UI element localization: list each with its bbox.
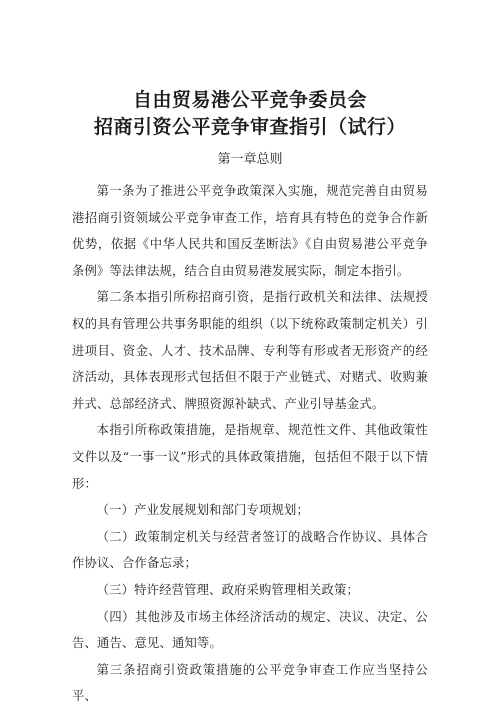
paragraph-item-1: （一）产业发展规划和部门专项规划； — [96, 503, 310, 518]
paragraph-item-2: （二）政策制定机关与经营者签订的战略合作协议、具体合作协议、合作备忘录； — [72, 529, 428, 571]
paragraph-item-4: （四）其他涉及市场主体经济活动的规定、决议、决定、公告、通告、意见、通知等。 — [72, 609, 428, 651]
paragraph-article-3: 第三条招商引资政策措施的公平竞争审查工作应当坚持公平、 — [72, 662, 428, 704]
chapter-heading: 第一章总则 — [217, 152, 283, 167]
document-title-line-2: 招商引资公平竞争审查指引（试行） — [93, 116, 406, 138]
document-title-line-1: 自由贸易港公平竞争委员会 — [132, 89, 367, 111]
paragraph-article-2: 第二条本指引所称招商引资，是指行政机关和法律、法规授权的具有管理公共事务职能的组织（以下统称政策制定机关）引进项目、资金、人才、技术品牌、专利等有形或者无形资产的经济活动，具体表现形式包括但不限于产业链式、对赌式、收购兼并式、总部经济式、牌照资源补缺式、产业引导基金式。 — [72, 290, 428, 411]
paragraph-article-1: 第一条为了推进公平竞争政策深入实施，规范完善自由贸易港招商引资领域公平竞争审查工作，培育具有特色的竞争合作新优势，依据《中华人民共和国反垄断法》《自由贸易港公平竞争条例》等法律法规，结合自由贸易港发展实际，制定本指引。 — [72, 184, 428, 278]
paragraph-policy-definition: 本指引所称政策措施，是指规章、规范性文件、其他政策性文件以及“一事一议”形式的具体政策措施，包括但不限于以下情形： — [72, 423, 428, 491]
paragraph-item-3: （三）特许经营管理、政府采购管理相关政策； — [96, 582, 360, 597]
